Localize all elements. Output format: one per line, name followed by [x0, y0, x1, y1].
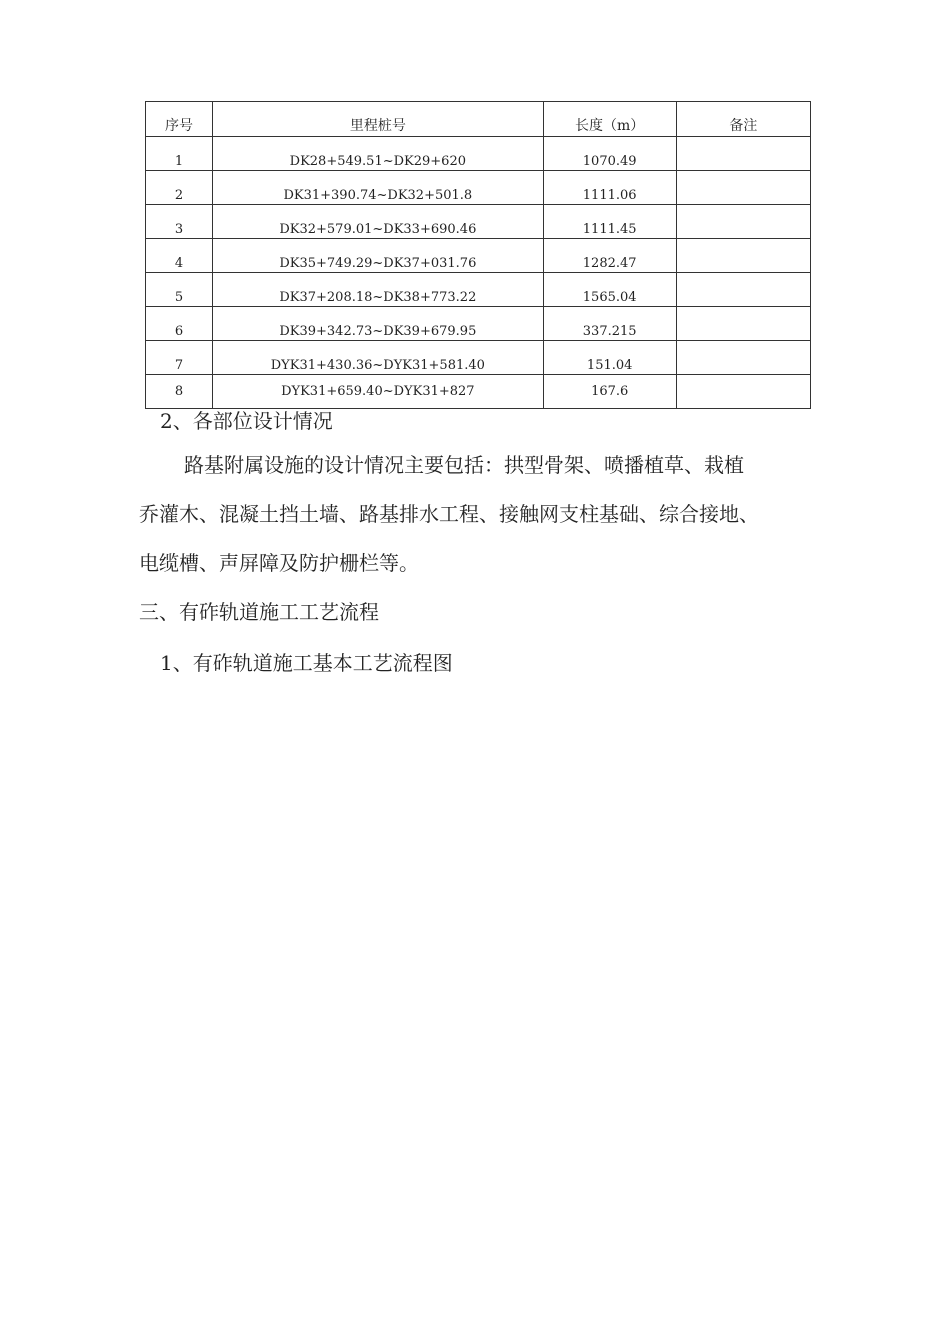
cell-length: 1111.45: [543, 205, 676, 239]
table-row: [146, 307, 811, 341]
cell-no: 5: [146, 273, 213, 307]
design-paragraph-line: 路基附属设施的设计情况主要包括：拱型骨架、喷播植草、栽植: [184, 453, 744, 477]
table-row: [146, 273, 811, 307]
cell-length: 337.215: [543, 307, 676, 341]
table-row: [146, 239, 811, 273]
cell-length: 167.6: [543, 375, 676, 409]
table-row: [146, 205, 811, 239]
flowchart-subheading: 1、有砟轨道施工基本工艺流程图: [160, 651, 453, 675]
design-paragraph-line: 电缆槽、声屏障及防护栅栏等。: [139, 551, 419, 575]
cell-length: 1111.06: [543, 171, 676, 205]
cell-note: [676, 375, 810, 409]
cell-note: [676, 205, 810, 239]
design-section-heading: 2、各部位设计情况: [160, 409, 333, 433]
cell-note: [676, 171, 810, 205]
header-no: 序号: [146, 102, 213, 137]
cell-note: [676, 341, 810, 375]
cell-note: [676, 273, 810, 307]
table-row: [146, 375, 811, 409]
mileage-table: [145, 101, 811, 409]
cell-note: [676, 307, 810, 341]
cell-no: 7: [146, 341, 213, 375]
cell-note: [676, 137, 810, 171]
cell-no: 4: [146, 239, 213, 273]
design-paragraph-line: 乔灌木、混凝土挡土墙、路基排水工程、接触网支柱基础、综合接地、: [139, 502, 759, 526]
cell-pile: DYK31+430.36~DYK31+581.40: [213, 341, 543, 375]
cell-no: 8: [146, 375, 213, 409]
cell-pile: DK28+549.51~DK29+620: [213, 137, 543, 171]
table-row: [146, 341, 811, 375]
cell-length: 151.04: [543, 341, 676, 375]
cell-no: 1: [146, 137, 213, 171]
cell-length: 1070.49: [543, 137, 676, 171]
cell-length: 1565.04: [543, 273, 676, 307]
cell-no: 6: [146, 307, 213, 341]
table-row: [146, 137, 811, 171]
cell-pile: DK32+579.01~DK33+690.46: [213, 205, 543, 239]
cell-no: 2: [146, 171, 213, 205]
header-length: 长度（m）: [543, 102, 676, 137]
cell-pile: DK37+208.18~DK38+773.22: [213, 273, 543, 307]
header-remarks: 备注: [676, 102, 810, 137]
cell-pile: DYK31+659.40~DYK31+827: [213, 375, 543, 409]
cell-note: [676, 239, 810, 273]
table-header-row: [146, 102, 811, 137]
table-row: [146, 171, 811, 205]
process-section-heading: 三、有砟轨道施工工艺流程: [139, 600, 379, 624]
header-pile-number: 里程桩号: [213, 102, 543, 137]
cell-pile: DK31+390.74~DK32+501.8: [213, 171, 543, 205]
cell-pile: DK35+749.29~DK37+031.76: [213, 239, 543, 273]
cell-length: 1282.47: [543, 239, 676, 273]
cell-no: 3: [146, 205, 213, 239]
cell-pile: DK39+342.73~DK39+679.95: [213, 307, 543, 341]
